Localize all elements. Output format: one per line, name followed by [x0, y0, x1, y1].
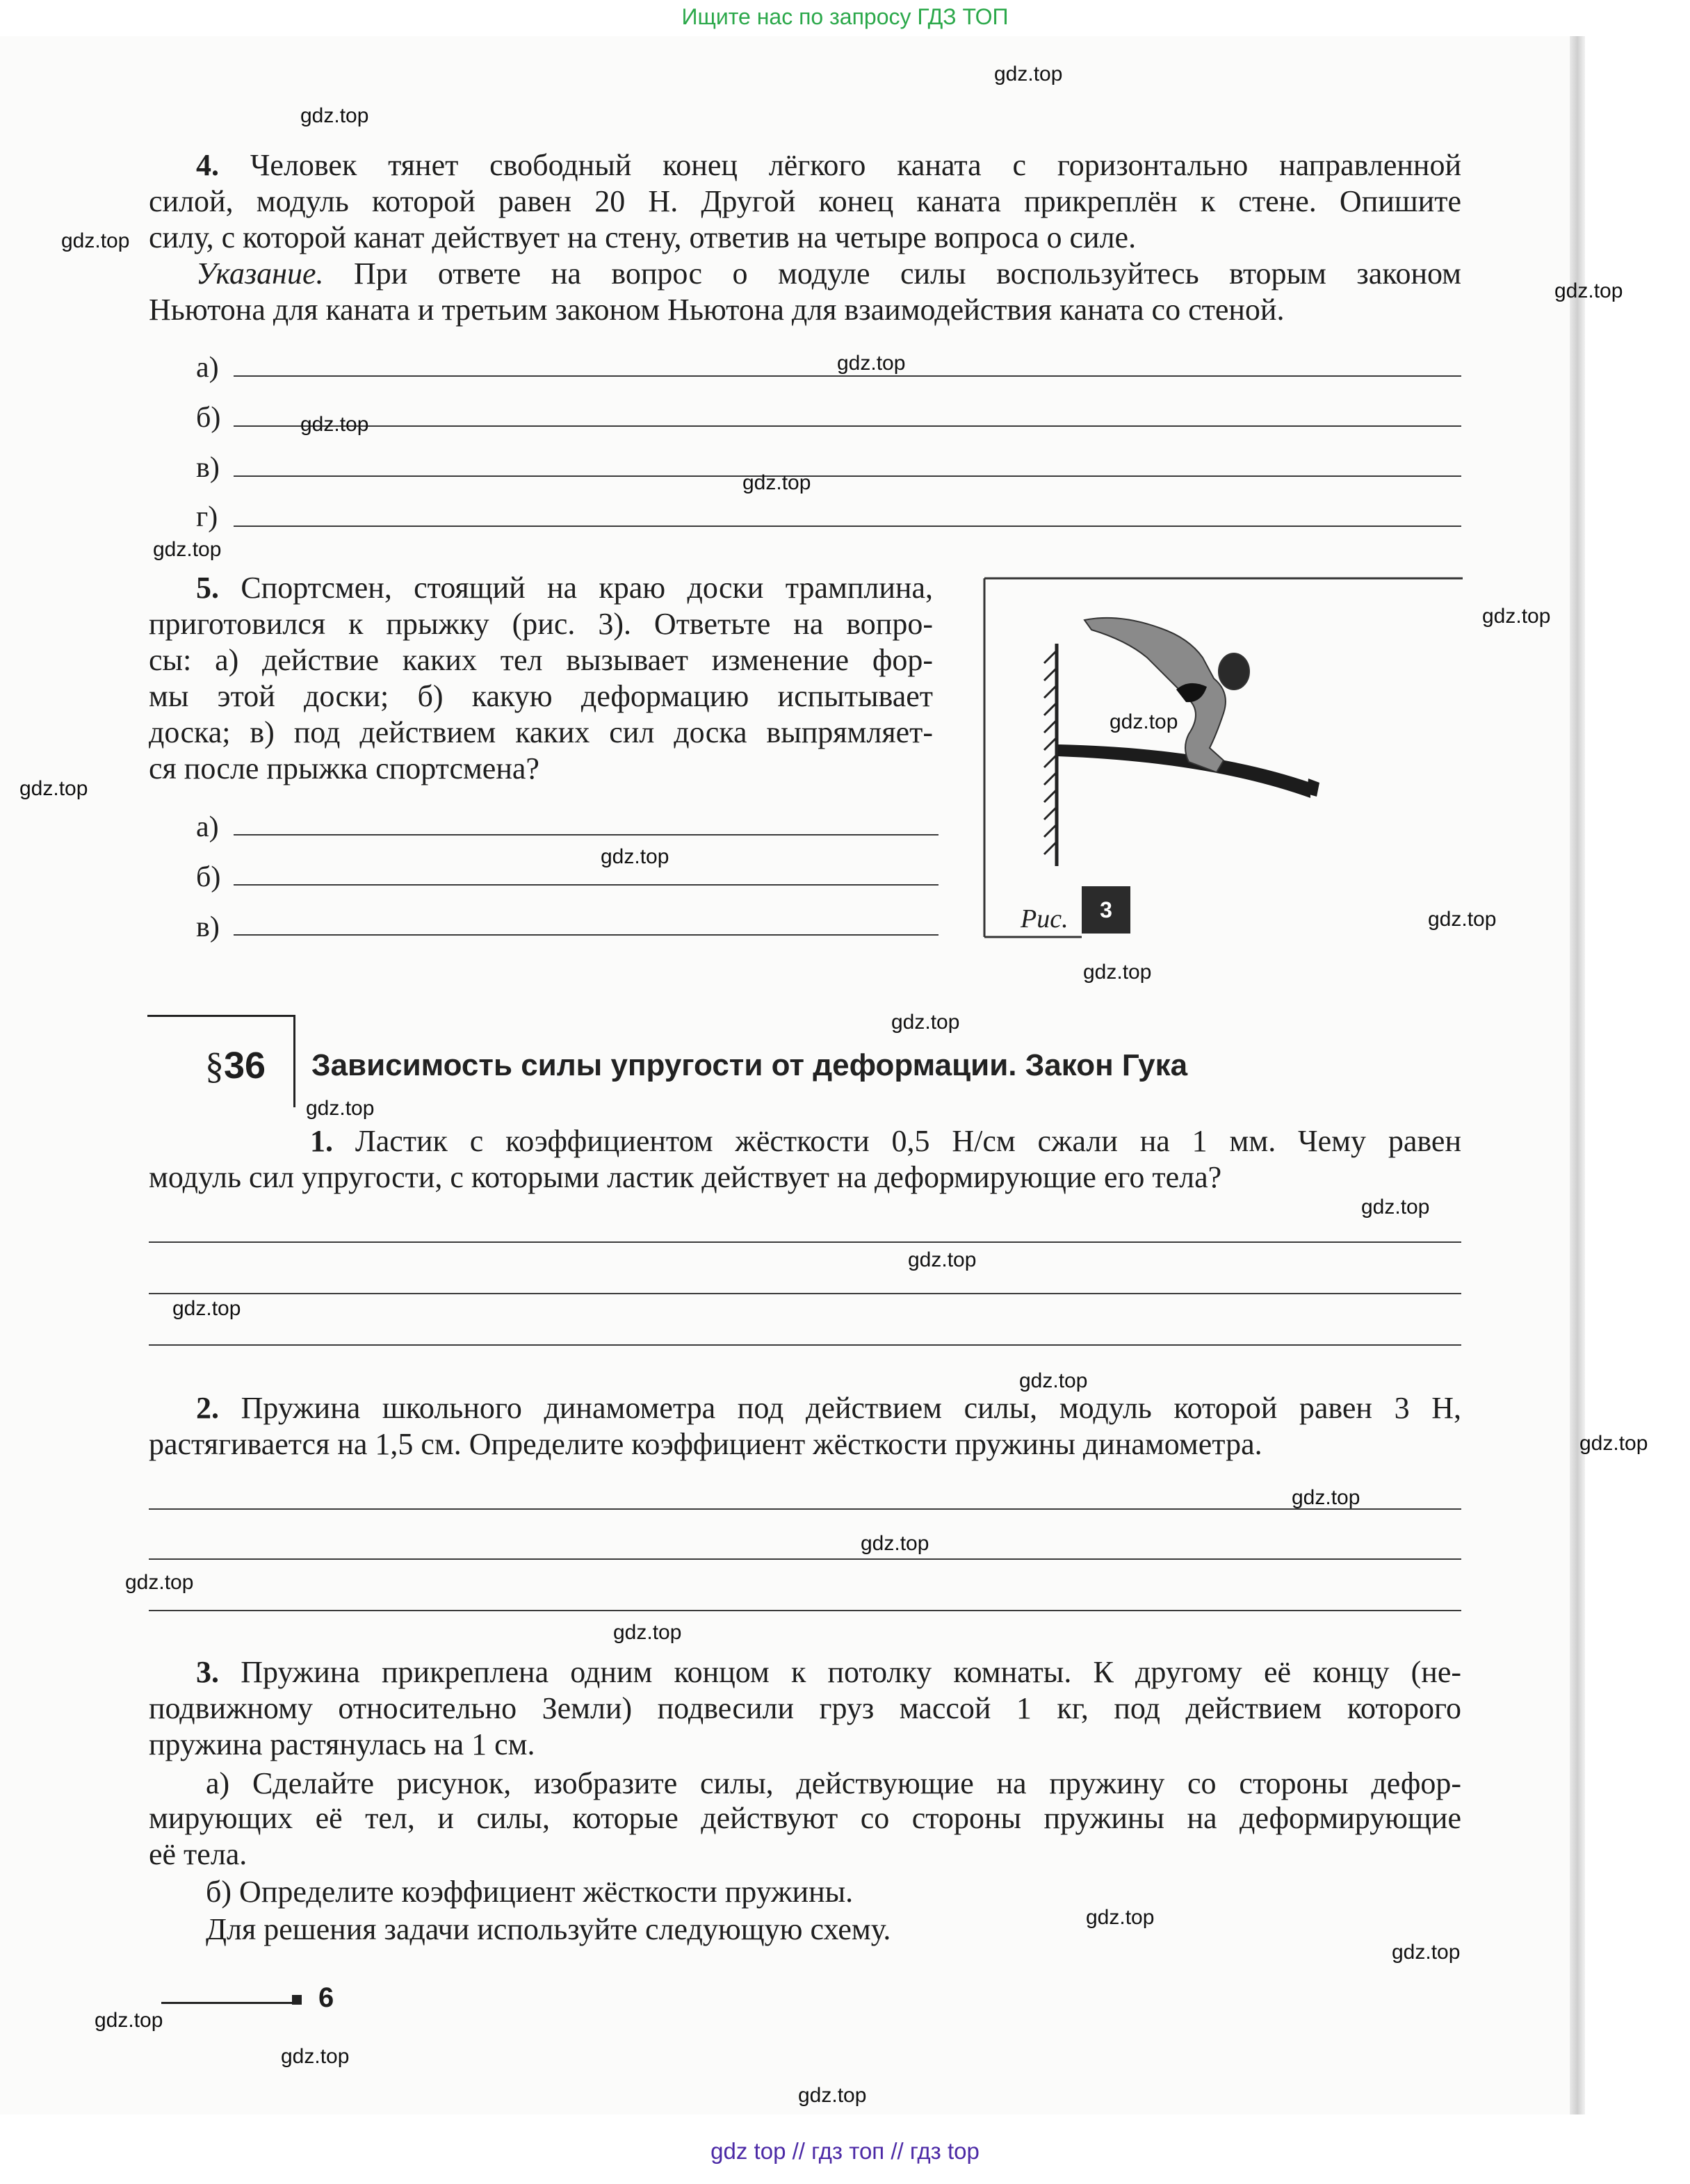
task5-line-2: приготовился к прыжку (рис. 3). Ответьте на вопро- [149, 607, 933, 641]
s36-task2-line-1: 2. Пружина школьного динамометра под действием силы, модуль которой равен 3 Н, [196, 1391, 1461, 1425]
task5-line-6: ся после прыжка спортсмена? [149, 751, 539, 785]
task4-hint-line-2: Ньютона для каната и третьим законом Ньютона для взаимодействия каната со стеной. [149, 293, 1285, 327]
task4-answer-a-line[interactable] [234, 375, 1461, 377]
s36-task3-part-a-line-1: а) Сделайте рисунок, изобразите силы, действующие на пружину со стороны дефор- [206, 1766, 1461, 1800]
s36-task3-line-3: пружина растянулась на 1 см. [149, 1727, 535, 1761]
watermark: gdz.top [300, 104, 369, 127]
s36-task3-part-b: б) Определите коэффициент жёсткости пружины. [206, 1875, 854, 1909]
task4-hint-line-1: Указание. При ответе на вопрос о модуле силы воспользуйтесь вторым законом [196, 256, 1461, 291]
section-number: §36 [205, 1045, 266, 1086]
footer-rule [161, 2002, 299, 2004]
s36-task2-answer-line-1[interactable] [149, 1508, 1461, 1510]
s36-task1-answer-line-2[interactable] [149, 1293, 1461, 1294]
task5-number: 5. [196, 571, 219, 605]
s36-task3-line-1: 3. Пружина прикреплена одним концом к потолку комнаты. К другому её концу (не- [196, 1655, 1461, 1689]
task5-line-5: доска; в) под действием каких сил доска выпрямляет- [149, 715, 933, 749]
watermark: gdz.top [742, 471, 811, 494]
task4-line-1: 4. Человек тянет свободный конец лёгкого каната с горизонтально направленной [196, 148, 1461, 182]
task4-answer-b-label: б) [196, 402, 221, 434]
wall-hatching [1044, 651, 1057, 854]
task5-answer-c-line[interactable] [234, 934, 939, 936]
s36-task3-part-a-line-2: мирующих её тел, и силы, которые действуют со стороны пружины на деформирующие [149, 1801, 1461, 1835]
diving-board [1058, 744, 1310, 798]
task4-answer-d-line[interactable] [234, 525, 1461, 527]
watermark: gdz.top [1086, 1906, 1155, 1929]
figure-number-badge: 3 [1082, 886, 1130, 934]
task5-line-1: 5. Спортсмен, стоящий на краю доски трамплина, [196, 571, 933, 605]
task4-line-2: силой, модуль которой равен 20 Н. Другой конец каната прикреплён к стене. Опишите [149, 184, 1461, 218]
watermark: gdz.top [300, 413, 369, 436]
board-end [1307, 779, 1319, 797]
s36-task3-line-2: подвижному относительно Земли) подвесили груз массой 1 кг, под действием которого [149, 1691, 1461, 1725]
page-number: 6 [318, 1982, 334, 2013]
watermark: gdz.top [601, 845, 669, 868]
task5-answer-b-label: б) [196, 861, 221, 893]
watermark: gdz.top [1428, 908, 1497, 931]
footer-bullet [292, 1995, 302, 2005]
task5-line-4: мы этой доски; б) какую деформацию испытывает [149, 679, 933, 713]
top-banner: Ищите нас по запросу ГДЗ ТОП [681, 4, 1009, 29]
watermark: gdz.top [1361, 1196, 1430, 1219]
watermark: gdz.top [153, 538, 222, 561]
s36-task1-line-1: 1. Ластик с коэффициентом жёсткости 0,5 Н/см сжали на 1 мм. Чему равен [310, 1124, 1461, 1158]
s36-task3-scheme-line: Для решения задачи используйте следующую схему. [206, 1912, 891, 1946]
watermark: gdz.top [1554, 279, 1623, 302]
task4-answer-a-label: а) [196, 352, 219, 384]
bottom-banner: gdz top // гдз топ // гдз top [710, 2138, 980, 2164]
task4-answer-d-label: г) [196, 501, 218, 533]
watermark: gdz.top [1019, 1369, 1088, 1392]
figure-label: Рис. [1021, 904, 1069, 934]
task4-answer-c-label: в) [196, 452, 220, 484]
s36-task2-number: 2. [196, 1391, 219, 1425]
s36-task1-answer-line-1[interactable] [149, 1241, 1461, 1243]
watermark: gdz.top [891, 1011, 960, 1034]
page-edge [1570, 36, 1585, 2114]
watermark: gdz.top [19, 777, 88, 800]
section-title: Зависимость силы упругости от деформации. Закон Гука [311, 1048, 1188, 1082]
s36-task3-number: 3. [196, 1655, 219, 1689]
watermark: gdz.top [908, 1248, 977, 1271]
s36-task2-answer-line-3[interactable] [149, 1610, 1461, 1611]
task5-answer-a-label: а) [196, 811, 219, 843]
watermark: gdz.top [281, 2045, 350, 2068]
page-margin [1585, 36, 1690, 2114]
watermark: gdz.top [1392, 1941, 1461, 1964]
watermark: gdz.top [994, 63, 1063, 85]
watermark: gdz.top [1482, 605, 1551, 628]
hint-label: Указание. [196, 256, 324, 291]
watermark: gdz.top [1083, 961, 1152, 984]
task4-number: 4. [196, 148, 219, 182]
figure-3-diving-board [980, 574, 1467, 943]
watermark: gdz.top [61, 229, 130, 252]
watermark: gdz.top [798, 2084, 867, 2107]
watermark: gdz.top [1110, 710, 1178, 733]
s36-task2-line-2: растягивается на 1,5 см. Определите коэффициент жёсткости пружины динамометра. [149, 1427, 1262, 1461]
s36-task3-part-a-line-3: её тела. [149, 1837, 247, 1871]
task5-answer-c-label: в) [196, 911, 220, 943]
task5-answer-b-line[interactable] [234, 884, 939, 886]
watermark: gdz.top [172, 1297, 241, 1320]
watermark: gdz.top [1579, 1432, 1648, 1455]
task4-line-3: силу, с которой канат действует на стену, ответив на четыре вопроса о силе. [149, 220, 1137, 254]
watermark: gdz.top [95, 2009, 163, 2032]
s36-task1-number: 1. [310, 1124, 333, 1158]
task5-answer-a-line[interactable] [234, 834, 939, 836]
task4-answer-c-line[interactable] [234, 475, 1461, 477]
task5-line-3: сы: а) действие каких тел вызывает изменение фор- [149, 643, 933, 677]
watermark: gdz.top [1292, 1486, 1360, 1509]
watermark: gdz.top [837, 352, 906, 375]
watermark: gdz.top [861, 1532, 929, 1555]
watermark: gdz.top [125, 1571, 194, 1594]
s36-task1-line-2: модуль сил упругости, с которыми ластик действует на деформирующие его тела? [149, 1160, 1222, 1194]
watermark: gdz.top [613, 1621, 682, 1644]
s36-task2-answer-line-2[interactable] [149, 1558, 1461, 1560]
watermark: gdz.top [306, 1097, 375, 1120]
task4-answer-b-line[interactable] [234, 425, 1461, 427]
s36-task1-answer-line-3[interactable] [149, 1344, 1461, 1346]
